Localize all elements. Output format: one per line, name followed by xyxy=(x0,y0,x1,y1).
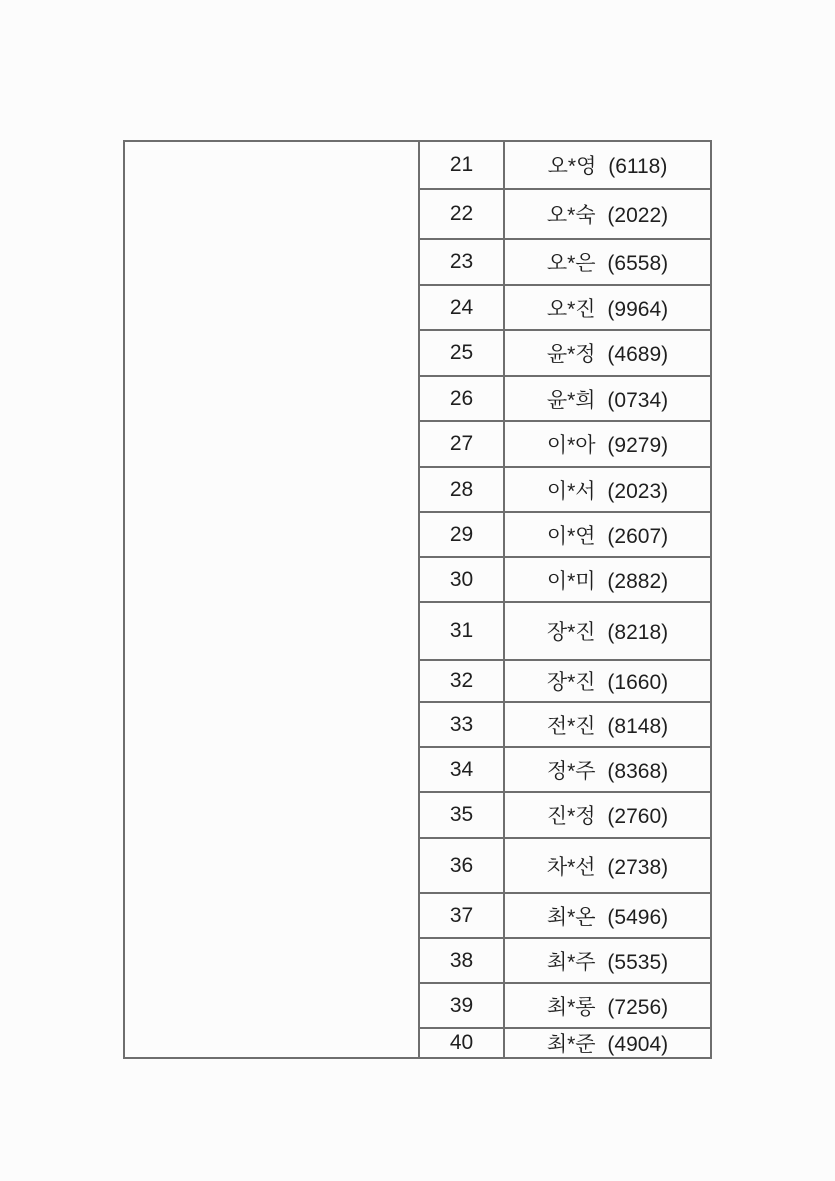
rank-cell: 34 xyxy=(420,748,505,791)
winner-cell: 이*연 (2607) xyxy=(546,524,669,548)
winner-cell: 이*미 (2882) xyxy=(546,569,669,593)
winners-table xyxy=(123,140,712,1059)
merged-category-cell xyxy=(125,142,420,1057)
table-row xyxy=(420,142,710,190)
table-row xyxy=(420,190,710,240)
table-row xyxy=(420,286,710,331)
table-row xyxy=(420,603,710,661)
winner-cell: 최*온 (5496) xyxy=(546,905,669,929)
rank-cell: 24 xyxy=(420,286,505,329)
table-row xyxy=(420,240,710,286)
table-row xyxy=(420,331,710,377)
rank-cell: 38 xyxy=(420,939,505,982)
rank-cell: 22 xyxy=(420,190,505,238)
rank-cell: 23 xyxy=(420,240,505,284)
table-row xyxy=(420,661,710,703)
winner-cell: 윤*정 (4689) xyxy=(546,343,669,366)
rank-cell: 28 xyxy=(420,468,505,511)
rank-cell: 30 xyxy=(420,558,505,601)
table-row xyxy=(420,793,710,839)
rank-cell: 39 xyxy=(420,984,505,1027)
winner-cell: 장*진 (1660) xyxy=(546,671,669,694)
winner-cell: 정*주 (8368) xyxy=(546,759,669,783)
table-row xyxy=(420,839,710,894)
winner-cell: 오*숙 (2022) xyxy=(546,204,669,227)
rank-cell: 32 xyxy=(420,661,505,701)
rank-cell: 25 xyxy=(420,331,505,375)
table-row xyxy=(420,377,710,422)
table-row xyxy=(420,1029,710,1057)
winner-cell: 전*진 (8148) xyxy=(546,714,669,738)
rank-cell: 27 xyxy=(420,422,505,466)
winner-cell: 장*진 (8218) xyxy=(546,621,669,644)
rank-cell: 26 xyxy=(420,377,505,420)
rank-cell: 31 xyxy=(420,603,505,659)
rank-cell: 36 xyxy=(420,839,505,892)
winner-cell: 윤*희 (0734) xyxy=(546,388,669,412)
winner-cell: 오*진 (9964) xyxy=(546,297,669,321)
winner-cell: 차*선 (2738) xyxy=(546,855,669,879)
winner-cell: 진*정 (2760) xyxy=(546,805,669,828)
table-row xyxy=(420,894,710,939)
winner-cell: 이*서 (2023) xyxy=(546,479,669,503)
table-row xyxy=(420,558,710,603)
table-row xyxy=(420,703,710,748)
winner-cell: 최*주 (5535) xyxy=(546,950,669,974)
winner-cell: 이*아 (9279) xyxy=(546,434,669,457)
rank-cell: 29 xyxy=(420,513,505,556)
rank-cell: 40 xyxy=(420,1029,505,1057)
table-row xyxy=(420,422,710,468)
table-row xyxy=(420,513,710,558)
rank-cell: 37 xyxy=(420,894,505,937)
winner-cell: 오*은 (6558) xyxy=(546,252,669,275)
rank-cell: 21 xyxy=(420,142,505,188)
rank-cell: 33 xyxy=(420,703,505,746)
winner-cell: 최*준 (4904) xyxy=(546,1033,669,1056)
table-row xyxy=(420,939,710,984)
table-rows xyxy=(420,142,710,1057)
table-row xyxy=(420,984,710,1029)
winner-cell: 최*롱 (7256) xyxy=(546,995,669,1019)
table-row xyxy=(420,748,710,793)
table-row xyxy=(420,468,710,513)
rank-cell: 35 xyxy=(420,793,505,837)
winner-cell: 오*영 (6118) xyxy=(547,155,668,178)
